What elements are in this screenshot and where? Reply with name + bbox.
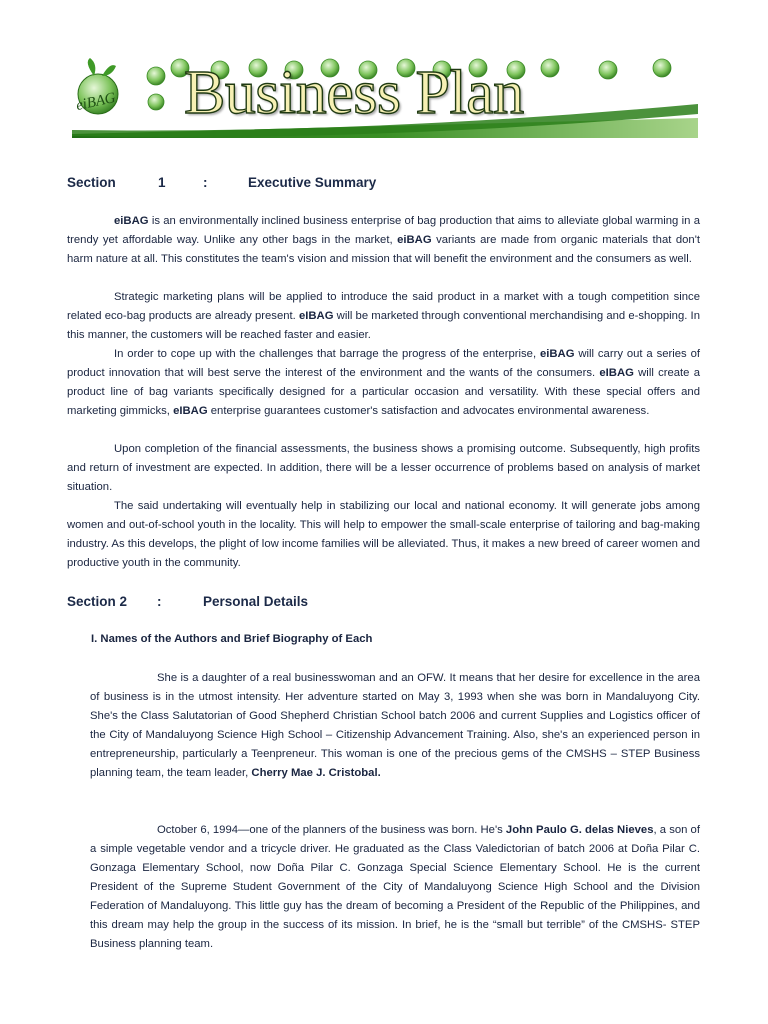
section-1-number: 1 bbox=[158, 175, 166, 190]
author-name: John Paulo G. delas Nieves bbox=[505, 824, 654, 836]
exec-summary-paragraph-4: Upon completion of the financial assessments, the business shows a promising outcome. Subsequently, high profits and return of investment are expected. In addition, there will be a lesser occurrence of problems based on analysis of market situation. bbox=[67, 443, 700, 494]
section-1-colon: : bbox=[203, 175, 208, 190]
brand-name: eiBAG bbox=[114, 215, 149, 227]
exec-summary-paragraph-5: The said undertaking will eventually help in stabilizing our local and national economy. It will generate jobs among women and out-of-school youth in the locality. This will help to empower the small-scale enterprise of tailoring and bag-making industry. As this develops, the plight of low income families will be alleviated. Thus, it makes a new breed of career women and productive youth in the community. bbox=[67, 500, 700, 570]
section-2-colon: : bbox=[157, 594, 162, 609]
brand-name: eiBAG bbox=[539, 348, 575, 360]
author-name: Cherry Mae J. Cristobal. bbox=[251, 767, 381, 780]
section-2-label: Section 2 bbox=[67, 594, 128, 609]
exec-summary-paragraph-2: Strategic marketing plans will be applied to introduce the said product in a market with a tough competition since related eco-bag products are already present. eIBAG will be marketed through conventional merchandising and e-shopping. In this manner, the customers will be reached faster and easier. bbox=[67, 291, 700, 342]
section-1-title: Executive Summary bbox=[248, 175, 377, 190]
brand-name: eIBAG bbox=[173, 405, 208, 418]
author-bio-2: October 6, 1994—one of the planners of the business was born. He's John Paulo G. delas Nieves, a son of a simple vegetable vendor and a tricycle driver. He graduated as the Class Valedictorian of batch 2006 at Doña Pilar C. Gonzaga Elementary School, now Doña Pilar C. Gonzaga Special Science Elementary School. He is the current President of the Supreme Student Government of the City of Mandaluyong Science High School and the Division Federation of Mandaluyong. This little guy has the dream of becoming a President of the Republic of the Philippines, and this dream may help the group in the success of its mission. In brief, he is the “small but terrible” of the CMSHS- STEP Business planning team. bbox=[90, 824, 700, 951]
brand-name: eiBAG bbox=[397, 234, 432, 247]
eibag-logo-text: eiBAG bbox=[74, 90, 118, 114]
business-plan-banner bbox=[72, 56, 698, 140]
section-2-title: Personal Details bbox=[203, 594, 309, 609]
exec-summary-paragraph-3: In order to cope up with the challenges that barrage the progress of the enterprise, eiBAG will carry out a series of product innovation that will best serve the interest of the environment and the wants of the consumers. eIBAG will create a product line of bag variants specifically designed for a particular occasion and versatility. With these special offers and marketing gimmicks, eIBAG enterprise guarantees customer's satisfaction and advocates environmental awareness. bbox=[67, 348, 700, 418]
brand-name: eIBAG bbox=[298, 310, 334, 323]
exec-summary-paragraph-1: eiBAG is an environmentally inclined business enterprise of bag production that aims to alleviate global warming in a trendy yet affordable way. Unlike any other bags in the market, eiBAG variants are made from organic materials that don't harm nature at all. This constitutes the team's vision and mission that will benefit the environment and the consumers as well. bbox=[67, 215, 700, 266]
brand-name: eIBAG bbox=[599, 367, 634, 380]
author-bio-1: She is a daughter of a real businesswoman and an OFW. It means that her desire for excellence in the area of business is in the utmost intensity. Her adventure started on May 3, 1993 when she was born in Mandaluyong City. She's the Class Salutatorian of Good Shepherd Christian School batch 2006 and current Supplies and Logistics officer of the City of Mandaluyong Science High School – Citizenship Advancement Training. Also, she's an experienced person in entrepreneurship, particularly a Teenpreneur. This woman is one of the precious gems of the CMSHS – STEP Business planning team, the team leader, Cherry Mae J. Cristobal. bbox=[90, 672, 700, 780]
banner-title: Business Plan bbox=[184, 59, 524, 127]
authors-subheading: I. Names of the Authors and Brief Biography of Each bbox=[91, 633, 373, 645]
section-1-label: Section bbox=[67, 175, 116, 190]
